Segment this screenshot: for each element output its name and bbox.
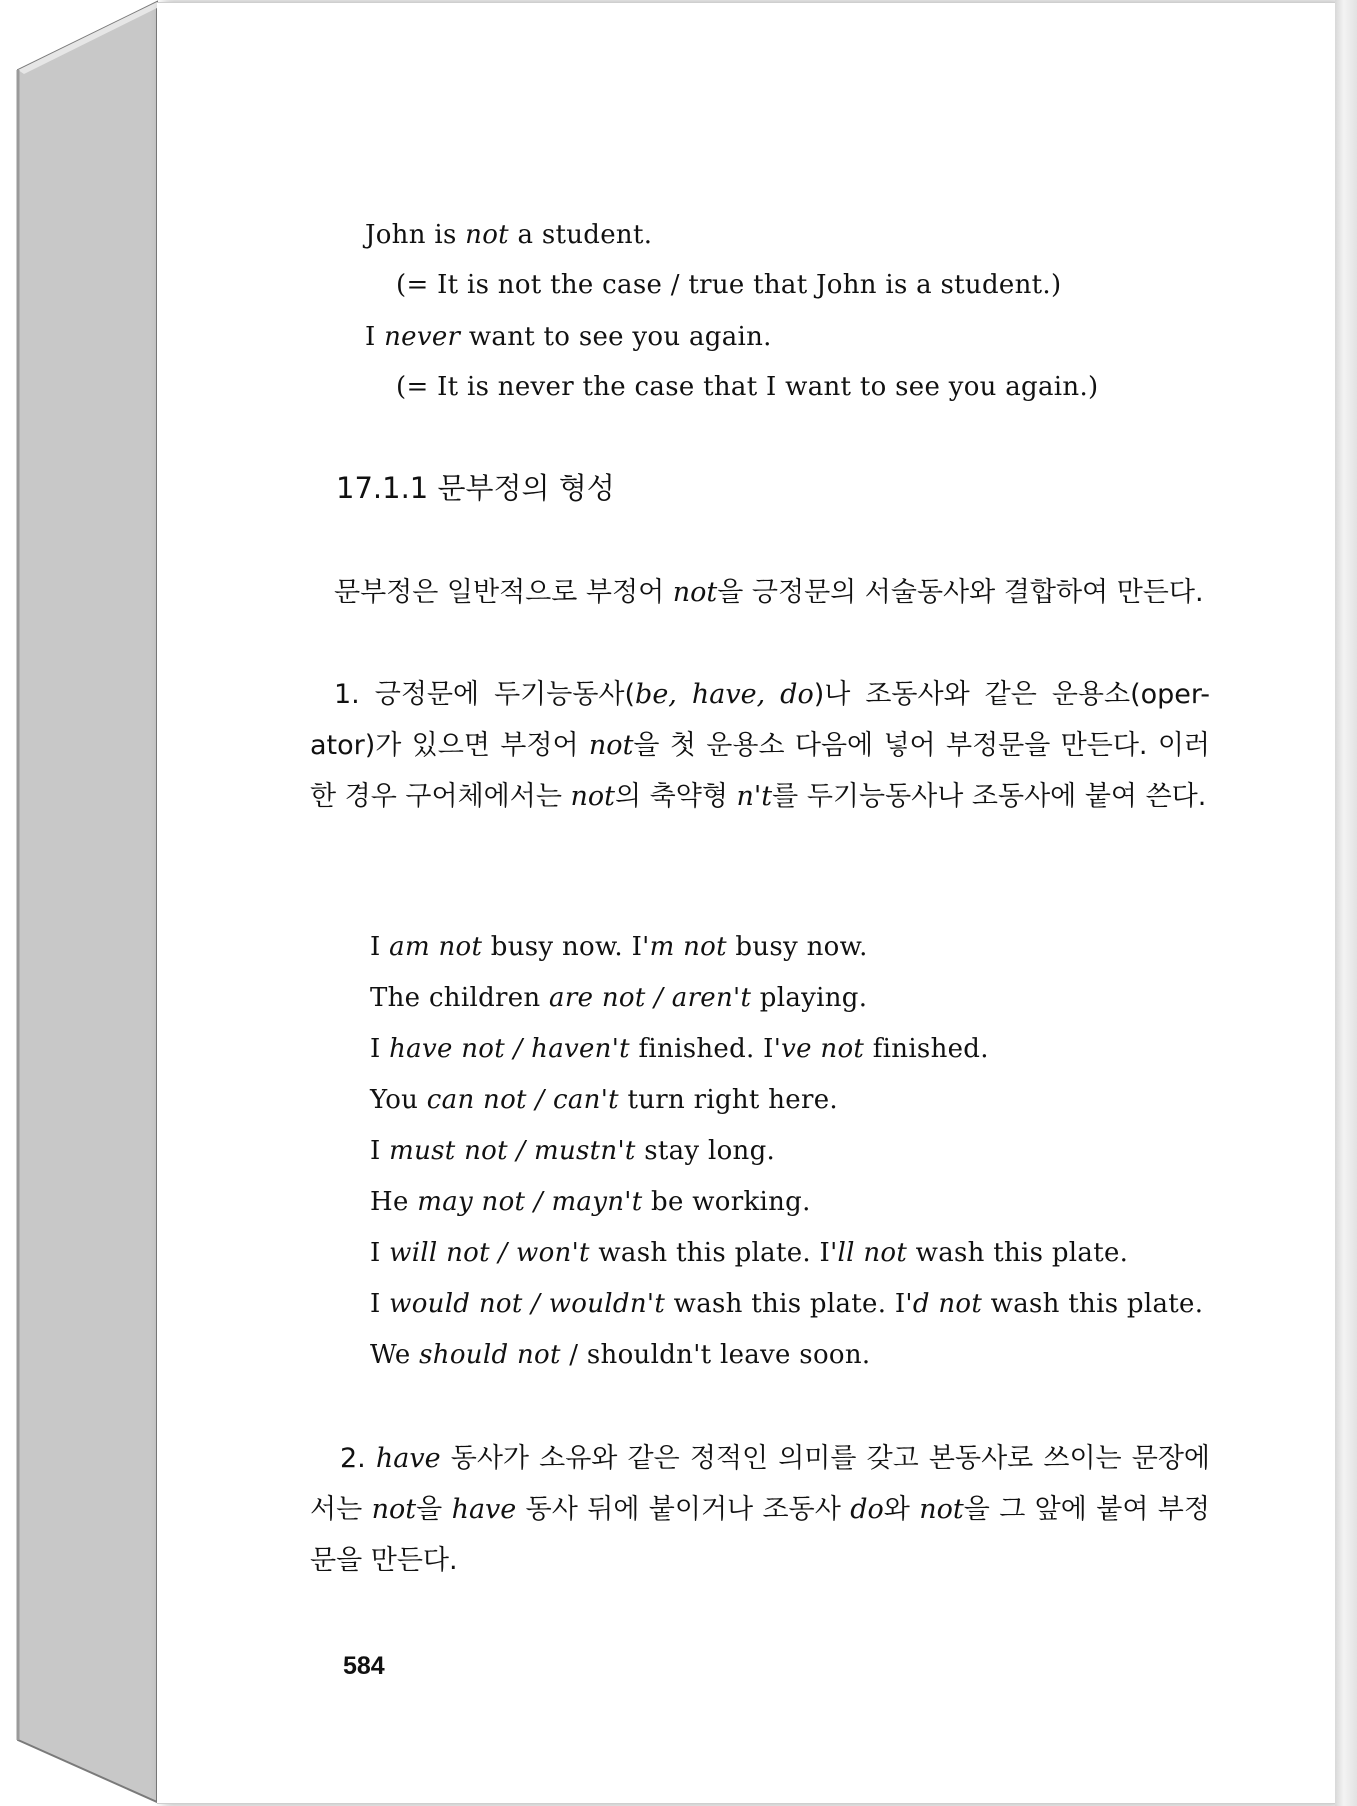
example-line: You can not / can't turn right here.	[370, 1085, 838, 1115]
page-right-edge	[1335, 0, 1357, 1806]
example-paraphrase: (= It is not the case / true that John is a student.)	[396, 270, 1062, 300]
example-line: John is not a student.	[365, 220, 653, 250]
example-line: I must not / mustn't stay long.	[370, 1136, 776, 1166]
intro-paragraph: 문부정은 일반적으로 부정어 not을 긍정문의 서술동사와 결합하여 만든다.	[334, 577, 1204, 608]
example-line: I never want to see you again.	[365, 322, 772, 352]
example-line: I have not / haven't finished. I've not finished.	[370, 1034, 989, 1064]
section-heading: 17.1.1 문부정의 형성	[336, 471, 615, 505]
example-line: I will not / won't wash this plate. I'll not wash this plate.	[370, 1238, 1129, 1268]
example-line: We should not / shouldn't leave soon.	[370, 1340, 871, 1370]
rule-1-paragraph: 1. 긍정문에 두기능동사(be, have, do)나 조동사와 같은 운용소(oper-ator)가 있으면 부정어 not을 첫 운용소 다음에 넣어 부정문을 만든다. 이러한 경우 구어체에서는 not의 축약형 n't를 두기능동사나 조동사에 붙여 쓴다.	[310, 679, 1211, 812]
example-paraphrase: (= It is never the case that I want to see you again.)	[396, 372, 1099, 402]
example-line: I would not / wouldn't wash this plate. I'd not wash this plate.	[370, 1289, 1204, 1319]
page-number: 584	[343, 1652, 385, 1680]
example-line: The children are not / aren't playing.	[370, 983, 868, 1013]
example-line: I am not busy now. I'm not busy now.	[370, 932, 868, 962]
rule-2-paragraph: 2. have 동사가 소유와 같은 정적인 의미를 갖고 본동사로 쓰이는 문장에서는 not을 have 동사 뒤에 붙이거나 조동사 do와 not을 그 앞에 붙여 부정문을 만든다.	[310, 1443, 1211, 1576]
example-line: He may not / mayn't be working.	[370, 1187, 811, 1217]
book-side-edge	[0, 0, 170, 1806]
